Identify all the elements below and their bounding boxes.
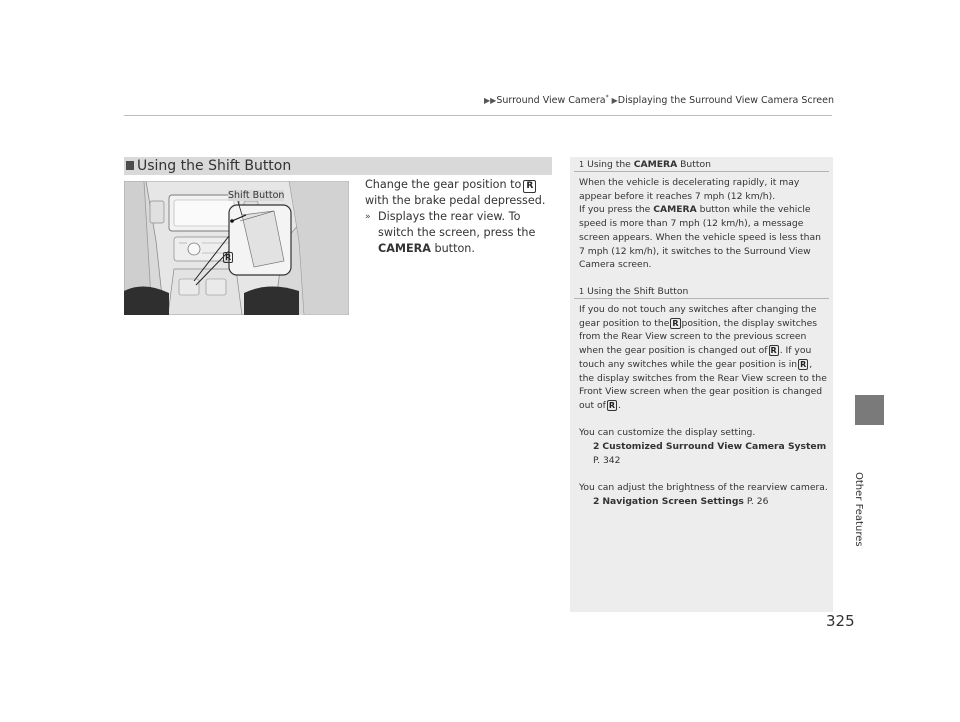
chapter-tab[interactable] xyxy=(855,395,884,425)
shift-button-illustration xyxy=(124,181,349,315)
note2-heading: 1 Using the Shift Button xyxy=(579,286,689,297)
dashboard-drawing-icon xyxy=(124,181,349,315)
cross-reference-link[interactable]: 2 Navigation Screen Settings P. 26 xyxy=(593,495,769,507)
note2-rule xyxy=(574,298,829,299)
reference-arrow-icon: 2 xyxy=(593,441,600,453)
body-text xyxy=(365,177,555,257)
note2-body: If you do not touch any switches after changing the gear position to the R position, the display switches from the Rear View screen to the previous screen when the gear position is changed out of R . If you touch any switches while the gear position is in R , the display switches from the Rear View screen to the Front View screen when the gear position is changed out of R . You can customize the display setting. 2 Customized Surround View Camera System P. 342 You can adjust the brightness of the rearview camera. 2 Navigation Screen Settings P. 26 xyxy=(579,304,828,507)
breadcrumb-arrow-icon: ▶▶ xyxy=(484,96,497,106)
r-key-icon: R xyxy=(225,253,232,262)
section-title: Using the Shift Button xyxy=(137,158,292,174)
reference-arrow-icon: 2 xyxy=(593,495,600,507)
breadcrumb xyxy=(484,94,834,106)
r-key-icon: R xyxy=(608,400,615,410)
r-key-icon: R xyxy=(523,180,536,193)
breadcrumb-item-displaying-screen[interactable]: Displaying the Surround View Camera Screen xyxy=(617,95,835,107)
result-arrow-icon: » xyxy=(365,212,371,222)
section-square-icon xyxy=(126,161,134,170)
breadcrumb-separator-icon: ▶ xyxy=(611,96,618,106)
r-key-icon: R xyxy=(770,346,777,356)
note-number-icon: 1 xyxy=(579,287,585,296)
note1-body: When the vehicle is decelerating rapidly, it may appear before it reaches 7 mph (12 km/h). If you press the CAMERA button while the vehicle speed is more than 7 mph (12 km/h), a message screen appears. When the vehicle speed is less than 7 mph (12 km/h), it switches to the Surround View Camera screen. xyxy=(579,177,821,271)
result-step: » Displays the rear view. To switch the screen, press the CAMERA button. xyxy=(365,210,536,255)
r-key-icon: R xyxy=(800,359,807,369)
chapter-label: Other Features xyxy=(853,472,864,547)
r-key-icon: R xyxy=(672,318,679,328)
note-number-icon: 1 xyxy=(579,160,585,169)
breadcrumb-mark: * xyxy=(605,94,609,101)
note1-rule xyxy=(574,171,829,172)
body-paragraph: Change the gear position to Rwith the brake pedal depressed. xyxy=(365,178,546,207)
section-header xyxy=(124,157,552,175)
breadcrumb-item-surround-view-camera[interactable]: Surround View Camera xyxy=(496,95,606,107)
header-rule xyxy=(124,115,832,116)
notes-panel xyxy=(570,157,833,612)
cross-reference-link[interactable]: 2 Customized Surround View Camera System P. 342 xyxy=(593,441,827,466)
page-number: 325 xyxy=(826,612,855,630)
note1-heading: 1 Using the CAMERA Button xyxy=(579,159,711,170)
camera-button-name: CAMERA xyxy=(378,242,431,255)
shift-button-callout-label: Shift Button xyxy=(228,190,285,201)
